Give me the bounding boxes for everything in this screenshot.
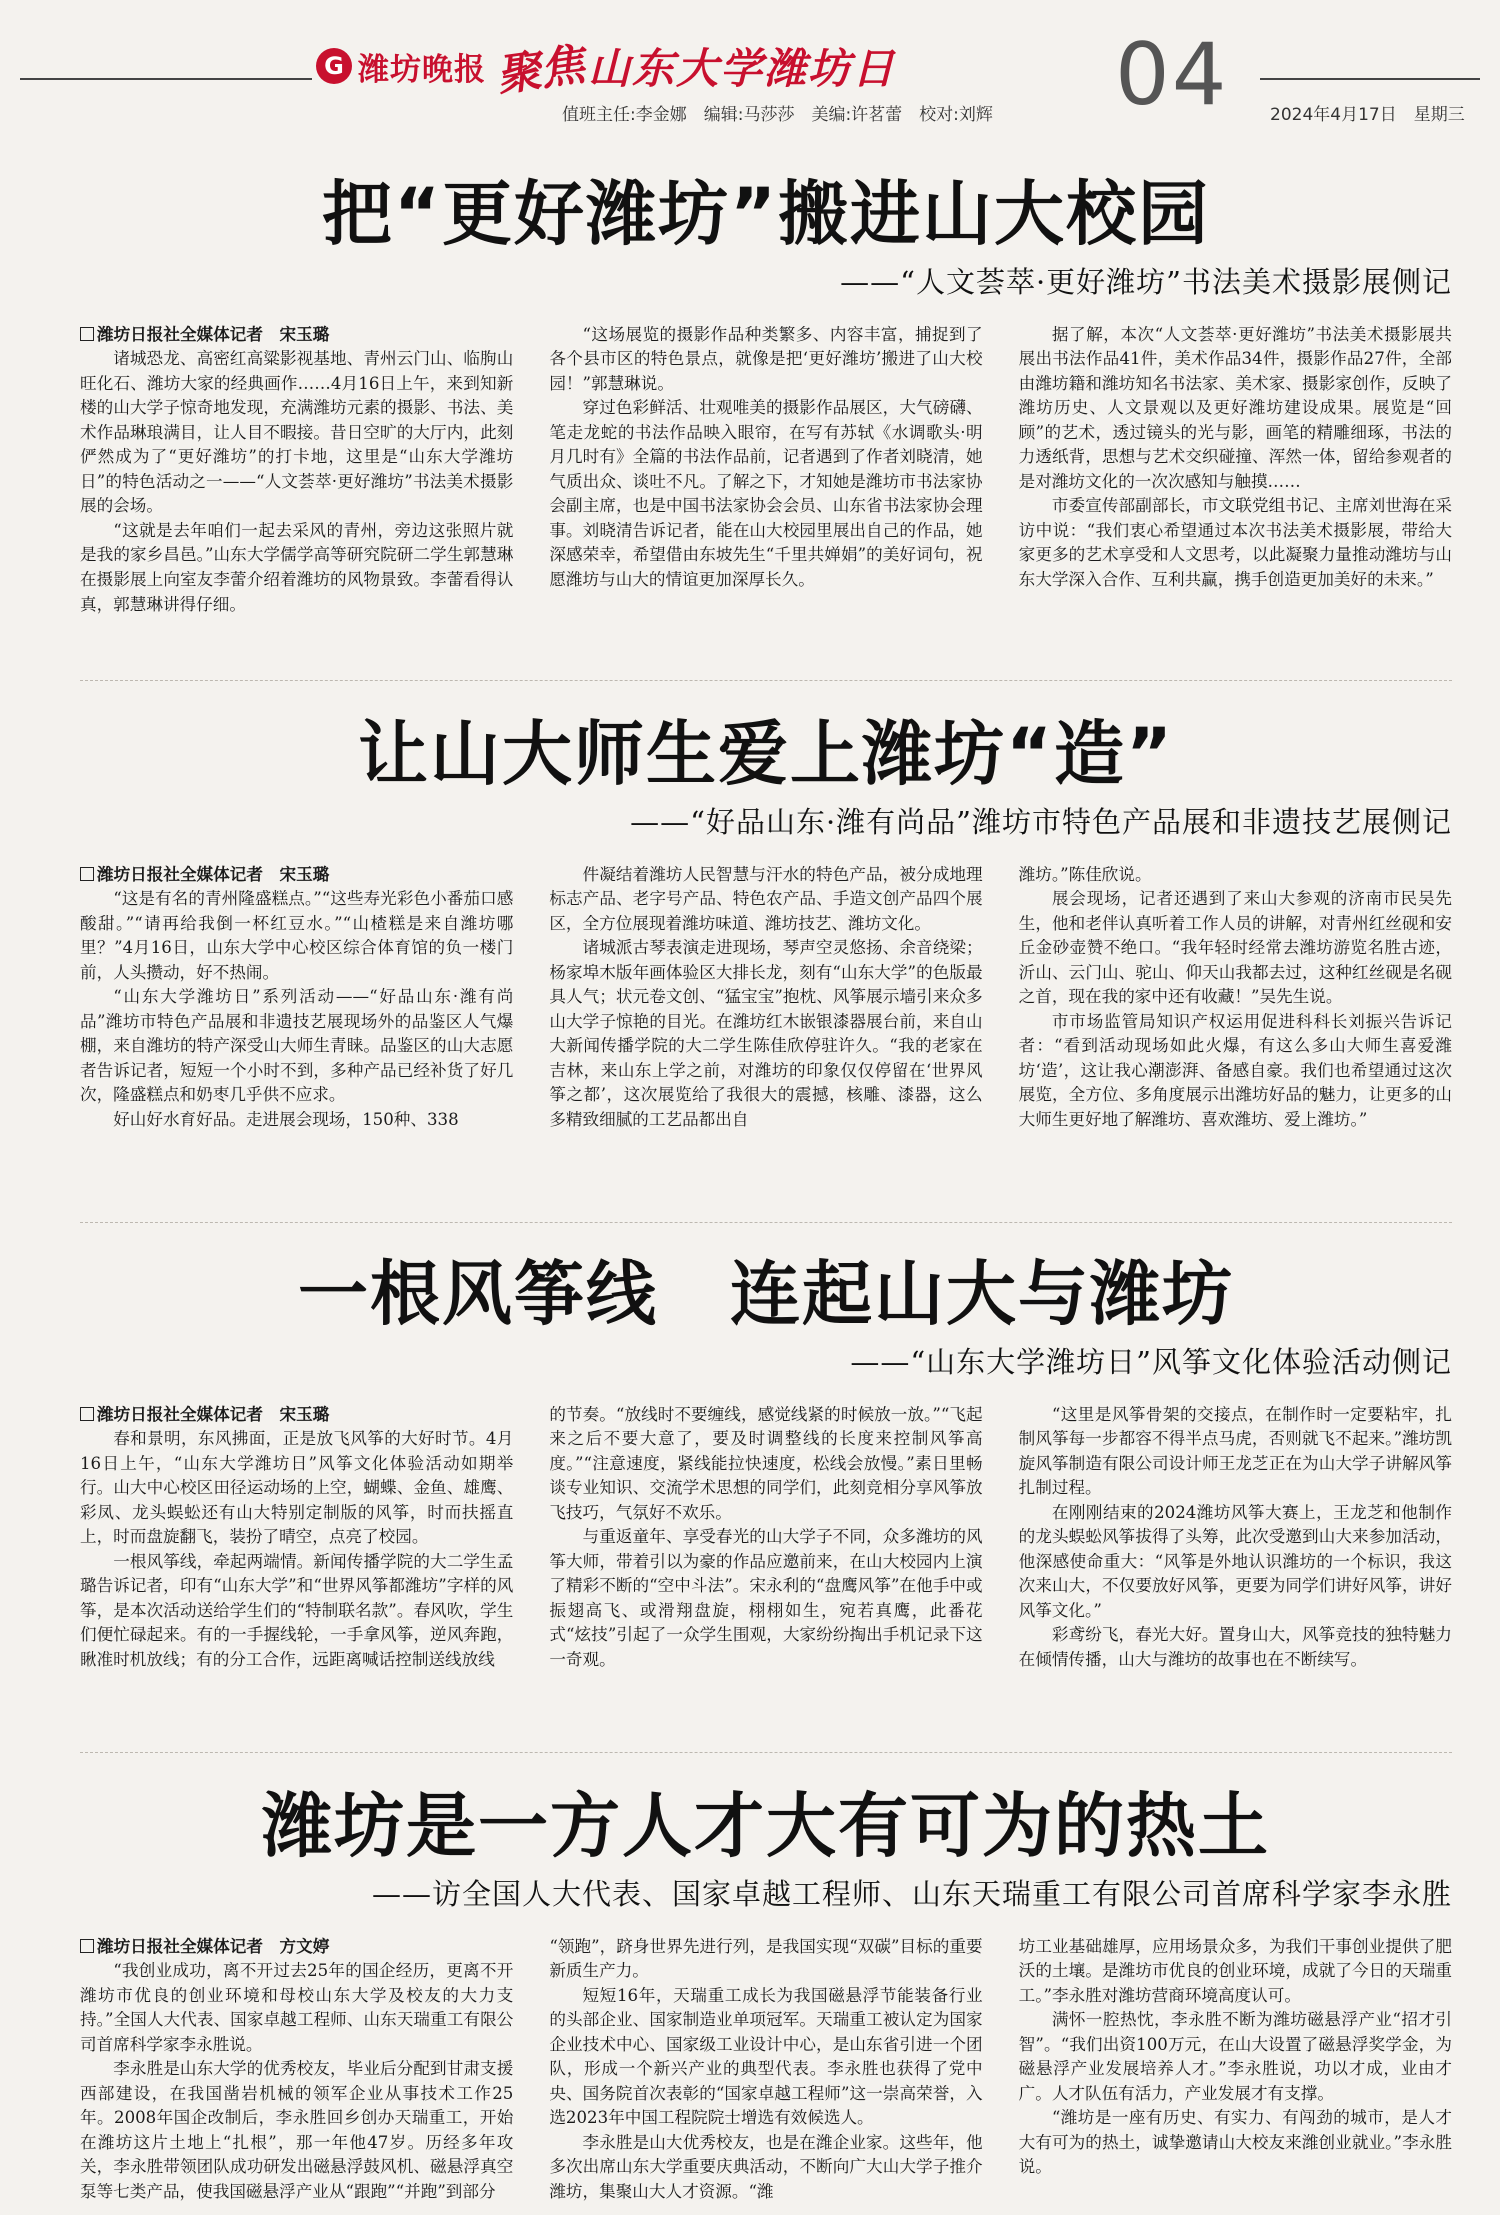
focus-mark: 聚焦: [493, 39, 588, 102]
paragraph: 穿过色彩鲜活、壮观唯美的摄影作品展区，大气磅礴、笔走龙蛇的书法作品映入眼帘，在写有苏轼《水调歌头·明月几时有》全篇的书法作品前，记者遇到了作者刘晓清，她气质出众、谈吐不凡。了解之下，才知她是潍坊市书法家协会副主席，也是中国书法家协会会员、山东省书法家协会理事。刘晓清告诉记者，能在山大校园里展出自己的作品，她深感荣幸，希望借由东坡先生“千里共婵娟”的美好词句，祝愿潍坊与山大的情谊更加深厚长久。: [549, 398, 983, 589]
article-columns: [80, 863, 1452, 1133]
section-divider: [80, 1752, 1452, 1753]
article-columns: [80, 323, 1452, 618]
article-calligraphy-exhibition: [80, 173, 1452, 617]
paragraph: 件凝结着潍坊人民智慧与汗水的特色产品，被分成地理标志产品、老字号产品、特色农产品、手造文创产品四个展区，全方位展现着潍坊味道、潍坊技艺、潍坊文化。: [549, 864, 983, 933]
paragraph: 一根风筝线，牵起两端情。新闻传播学院的大二学生孟璐告诉记者，印有“山东大学”和“世界风筝都潍坊”字样的风筝，是本次活动送给学生们的“特制联名款”。春风吹，学生们便忙碌起来。有的一手握线轮，一手拿风筝，逆风奔跑，瞅准时机放线；有的分工合作，远距离喊话控制送线放线: [80, 1551, 514, 1669]
paragraph: 与重返童年、享受春光的山大学子不同，众多潍坊的风筝大师，带着引以为豪的作品应邀前来，在山大校园内上演了精彩不断的“空中斗法”。宋永利的“盘鹰风筝”在他手中或振翅高飞、或滑翔盘旋，栩栩如生，宛若真鹰，此番花式“炫技”引起了一众学生围观，大家纷纷掏出手机记录下这一奇观。: [549, 1527, 983, 1669]
paragraph: 李永胜是山大优秀校友，也是在潍企业家。这些年，他多次出席山东大学重要庆典活动，不断向广大山大学子推介潍坊，集聚山大人才资源。“潍: [549, 2132, 983, 2201]
paragraph: 彩鸢纷飞，春光大好。置身山大，风筝竞技的独特魅力在倾情传播，山大与潍坊的故事也在不断续写。: [1018, 1625, 1452, 1669]
article-products-exhibition: [80, 713, 1452, 1133]
square-bullet-icon: [80, 327, 94, 341]
masthead-rule-right: [1260, 78, 1480, 80]
paragraph: 展会现场，记者还遇到了来山大参观的济南市民吴先生，他和老伴认真听着工作人员的讲解，对青州红丝砚和安丘金砂壶赞不绝口。“我年轻时经常去潍坊游览名胜古迹，沂山、云门山、驼山、仰天山我都去过，这种红丝砚是名砚之首，现在我的家中还有收藏！”吴先生说。: [1018, 889, 1452, 1007]
headline: 把“更好潍坊”搬进山大校园: [321, 173, 1210, 255]
article-column: [549, 863, 982, 1133]
article-column: [1019, 863, 1452, 1133]
paragraph: “潍坊是一座有历史、有实力、有闯劲的城市，是人才大有可为的热土，诚挚邀请山大校友来潍创业就业。”李永胜说。: [1018, 2108, 1452, 2177]
square-bullet-icon: [80, 1407, 94, 1421]
byline: 潍坊日报社全媒体记者 宋玉璐: [80, 863, 513, 888]
paragraph: “我创业成功，离不开过去25年的国企经历，更离不开潍坊市优良的创业环境和母校山东大学及校友的大力支持。”全国人大代表、国家卓越工程师、山东天瑞重工有限公司首席科学家李永胜说。: [80, 1961, 514, 2054]
article-column: [80, 323, 513, 618]
paragraph: 短短16年，天瑞重工成长为我国磁悬浮节能装备行业的头部企业、国家制造业单项冠军。天瑞重工被认定为国家企业技术中心、国家级工业设计中心，是山东省引进一个团队，形成一个新兴产业的典型代表。李永胜也获得了党中央、国务院首次表彰的“国家卓越工程师”这一崇高荣誉，入选2023年中国工程院院士增选有效候选人。: [549, 1985, 983, 2128]
byline: 潍坊日报社全媒体记者 宋玉璐: [80, 1403, 513, 1428]
paragraph: “这场展览的摄影作品种类繁多、内容丰富，捕捉到了各个县市区的特色景点，就像是把‘更好潍坊’搬进了山大校园！”郭慧琳说。: [549, 324, 983, 393]
article-column: [1019, 1935, 1452, 2205]
article-columns: [80, 1403, 1452, 1673]
paragraph: “领跑”，跻身世界先进行列，是我国实现“双碳”目标的重要新质生产力。: [549, 1936, 983, 1981]
subheadline: ——“好品山东·潍有尚品”潍坊市特色产品展和非遗技艺展侧记: [630, 804, 1452, 839]
paragraph: 据了解，本次“人文荟萃·更好潍坊”书法美术摄影展共展出书法作品41件，美术作品34件，摄影作品27件，全部由潍坊籍和潍坊知名书法家、美术家、摄影家创作，反映了潍坊历史、人文景观以及更好潍坊建设成果。展览是“回顾”的艺术，透过镜头的光与影，画笔的精雕细琢，书法的力透纸背，思想与艺术交织碰撞、浑然一体，留给参观者的是对潍坊文化的一次次感知与触摸……: [1018, 324, 1452, 491]
masthead: [20, 20, 1480, 130]
paragraph: 好山好水育好品。走进展会现场，150种、338: [113, 1109, 459, 1129]
paragraph: 春和景明，东风拂面，正是放飞风筝的大好时节。4月16日上午，“山东大学潍坊日”风筝文化体验活动如期举行。山大中心校区田径运动场的上空，蝴蝶、金鱼、雄鹰、彩凤、龙头蜈蚣还有山大特别定制版的风筝，时而扶摇直上，时而盘旋翻飞，装扮了晴空，点亮了校园。: [80, 1429, 514, 1547]
paragraph: “山东大学潍坊日”系列活动——“好品山东·潍有尚品”潍坊市特色产品展和非遗技艺展现场外的品鉴区人气爆棚，来自潍坊的特产深受山大师生青睐。品鉴区的山大志愿者告诉记者，短短一个小时不到，多种产品已经补货了好几次，隆盛糕点和奶枣几乎供不应求。: [80, 987, 514, 1105]
paragraph: “这是有名的青州隆盛糕点。”“这些寿光彩色小番茄口感酸甜。”“请再给我倒一杯红豆水。”“山楂糕是来自潍坊哪里？”4月16日，山东大学中心校区综合体育馆的负一楼门前，人头攒动，好不热闹。: [80, 889, 514, 982]
paragraph: 李永胜是山东大学的优秀校友，毕业后分配到甘肃支援西部建设，在我国凿岩机械的领军企业从事技术工作25年。2008年国企改制后，李永胜回乡创办天瑞重工，开始在潍坊这片土地上“扎根”，那一年他47岁。历经多年攻关，李永胜带领团队成功研发出磁悬浮鼓风机、磁悬浮真空泵等七类产品，使我国磁悬浮产业从“跟跑”“并跑”到部分: [80, 2059, 514, 2201]
article-kite-activity: [80, 1253, 1452, 1673]
page-number: 04: [1115, 25, 1229, 125]
paper-logo-icon: G: [316, 48, 352, 84]
section-divider: [80, 1222, 1452, 1223]
staff-credits: 值班主任:李金娜 编辑:马莎莎 美编:许茗蕾 校对:刘辉: [562, 105, 993, 125]
byline: 潍坊日报社全媒体记者 宋玉璐: [80, 323, 513, 348]
paragraph: 诸城恐龙、高密红高粱影视基地、青州云门山、临朐山旺化石、潍坊大家的经典画作……4月16日上午，来到知新楼的山大学子惊奇地发现，充满潍坊元素的摄影、书法、美术作品琳琅满目，让人目不暇接。昔日空旷的大厅内，此刻俨然成为了“更好潍坊”的打卡地，这里是“山东大学潍坊日”的特色活动之一——“人文荟萃·更好潍坊”书法美术摄影展的会场。: [80, 349, 514, 516]
article-column: [549, 1935, 982, 2205]
masthead-rule: [20, 78, 312, 80]
headline: 潍坊是一方人才大有可为的热土: [262, 1785, 1270, 1867]
article-column: [80, 1935, 513, 2205]
headline: 一根风筝线 连起山大与潍坊: [298, 1253, 1234, 1335]
article-column: [549, 1403, 982, 1673]
paragraph: “这里是风筝骨架的交接点，在制作时一定要粘牢，扎制风筝每一步都容不得半点马虎，否则就飞不起来。”潍坊凯旋风筝制造有限公司设计师王龙芝正在为山大学子讲解风筝扎制过程。: [1018, 1404, 1452, 1498]
paragraph: 在刚刚结束的2024潍坊风筝大赛上，王龙芝和他制作的龙头蜈蚣风筝拔得了头筹，此次受邀到山大来参加活动，他深感使命重大：“风筝是外地认识潍坊的一个标识，我这次来山大，不仅要放好风筝，更要为同学们讲好风筝，讲好风筝文化。”: [1018, 1502, 1452, 1620]
article-column: [1019, 1403, 1452, 1673]
paragraph: 的节奏。“放线时不要缠线，感觉线紧的时候放一放。”“飞起来之后不要大意了，要及时调整线的长度来控制风筝高度。”“注意速度，紧线能拉快速度，松线会放慢。”素日里畅谈专业知识、交流学术思想的同学们，此刻竞相分享风筝放飞技巧，气氛好不欢乐。: [549, 1404, 983, 1522]
paragraph: 诸城派古琴表演走进现场，琴声空灵悠扬、余音绕梁；杨家埠木版年画体验区大排长龙，刻有“山东大学”的色版最具人气；状元卷文创、“猛宝宝”抱枕、风筝展示墙引来众多山大学子惊艳的目光。在潍坊红木嵌银漆器展台前，来自山大新闻传播学院的大二学生陈佳欣停驻许久。“我的老家在吉林，来山东上学之前，对潍坊的印象仅仅停留在‘世界风筝之都’，这次展览给了我很大的震撼，核雕、漆器，这么多精致细腻的工艺品都出自: [549, 938, 983, 1129]
article-interview: [80, 1785, 1452, 2205]
byline: 潍坊日报社全媒体记者 方文婷: [80, 1935, 513, 1960]
article-column: [80, 863, 513, 1133]
section-divider: [80, 680, 1452, 681]
section-title: 山东大学潍坊日: [588, 44, 897, 93]
headline: 让山大师生爱上潍坊“造”: [357, 713, 1174, 795]
article-columns: [80, 1935, 1452, 2205]
masthead-logo: [316, 36, 897, 102]
subheadline: ——“山东大学潍坊日”风筝文化体验活动侧记: [850, 1344, 1452, 1379]
paper-name: 潍坊晚报: [358, 51, 486, 88]
article-column: [1019, 323, 1452, 618]
paragraph: “这就是去年咱们一起去采风的青州，旁边这张照片就是我的家乡昌邑。”山东大学儒学高等研究院研二学生郭慧琳在摄影展上向室友李蕾介绍着潍坊的风物景致。李蕾看得认真，郭慧琳讲得仔细。: [80, 520, 514, 614]
square-bullet-icon: [80, 1939, 94, 1953]
article-column: [80, 1403, 513, 1673]
paragraph: 市委宣传部副部长，市文联党组书记、主席刘世海在采访中说：“我们衷心希望通过本次书法美术摄影展，带给大家更多的艺术享受和人文思考，以此凝聚力量推动潍坊与山东大学深入合作、互利共赢，携手创造更加美好的未来。”: [1018, 496, 1452, 589]
square-bullet-icon: [80, 867, 94, 881]
subheadline: ——“人文荟萃·更好潍坊”书法美术摄影展侧记: [840, 264, 1452, 299]
paragraph: 坊工业基础雄厚，应用场景众多，为我们干事创业提供了肥沃的土壤。是潍坊市优良的创业环境，成就了今日的天瑞重工。”李永胜对潍坊营商环境高度认可。: [1018, 1936, 1452, 2005]
article-column: [549, 323, 982, 618]
paragraph: 潍坊。”陈佳欣说。: [1018, 864, 1152, 884]
paragraph: 满怀一腔热忱，李永胜不断为潍坊磁悬浮产业“招才引智”。“我们出资100万元，在山大设置了磁悬浮奖学金，为磁悬浮产业发展培养人才。”李永胜说，功以才成，业由才广。人才队伍有活力，产业发展才有支撑。: [1018, 2010, 1452, 2103]
subheadline: ——访全国人大代表、国家卓越工程师、山东天瑞重工有限公司首席科学家李永胜: [371, 1876, 1452, 1911]
paragraph: 市市场监管局知识产权运用促进科科长刘振兴告诉记者：“看到活动现场如此火爆，有这么多山大师生喜爱潍坊‘造’，这让我心潮澎湃、备感自豪。我们也希望通过这次展览，全方位、多角度展示出潍坊好品的魅力，让更多的山大师生更好地了解潍坊、喜欢潍坊、爱上潍坊。”: [1018, 1011, 1452, 1129]
issue-date: 2024年4月17日 星期三: [1270, 105, 1465, 125]
